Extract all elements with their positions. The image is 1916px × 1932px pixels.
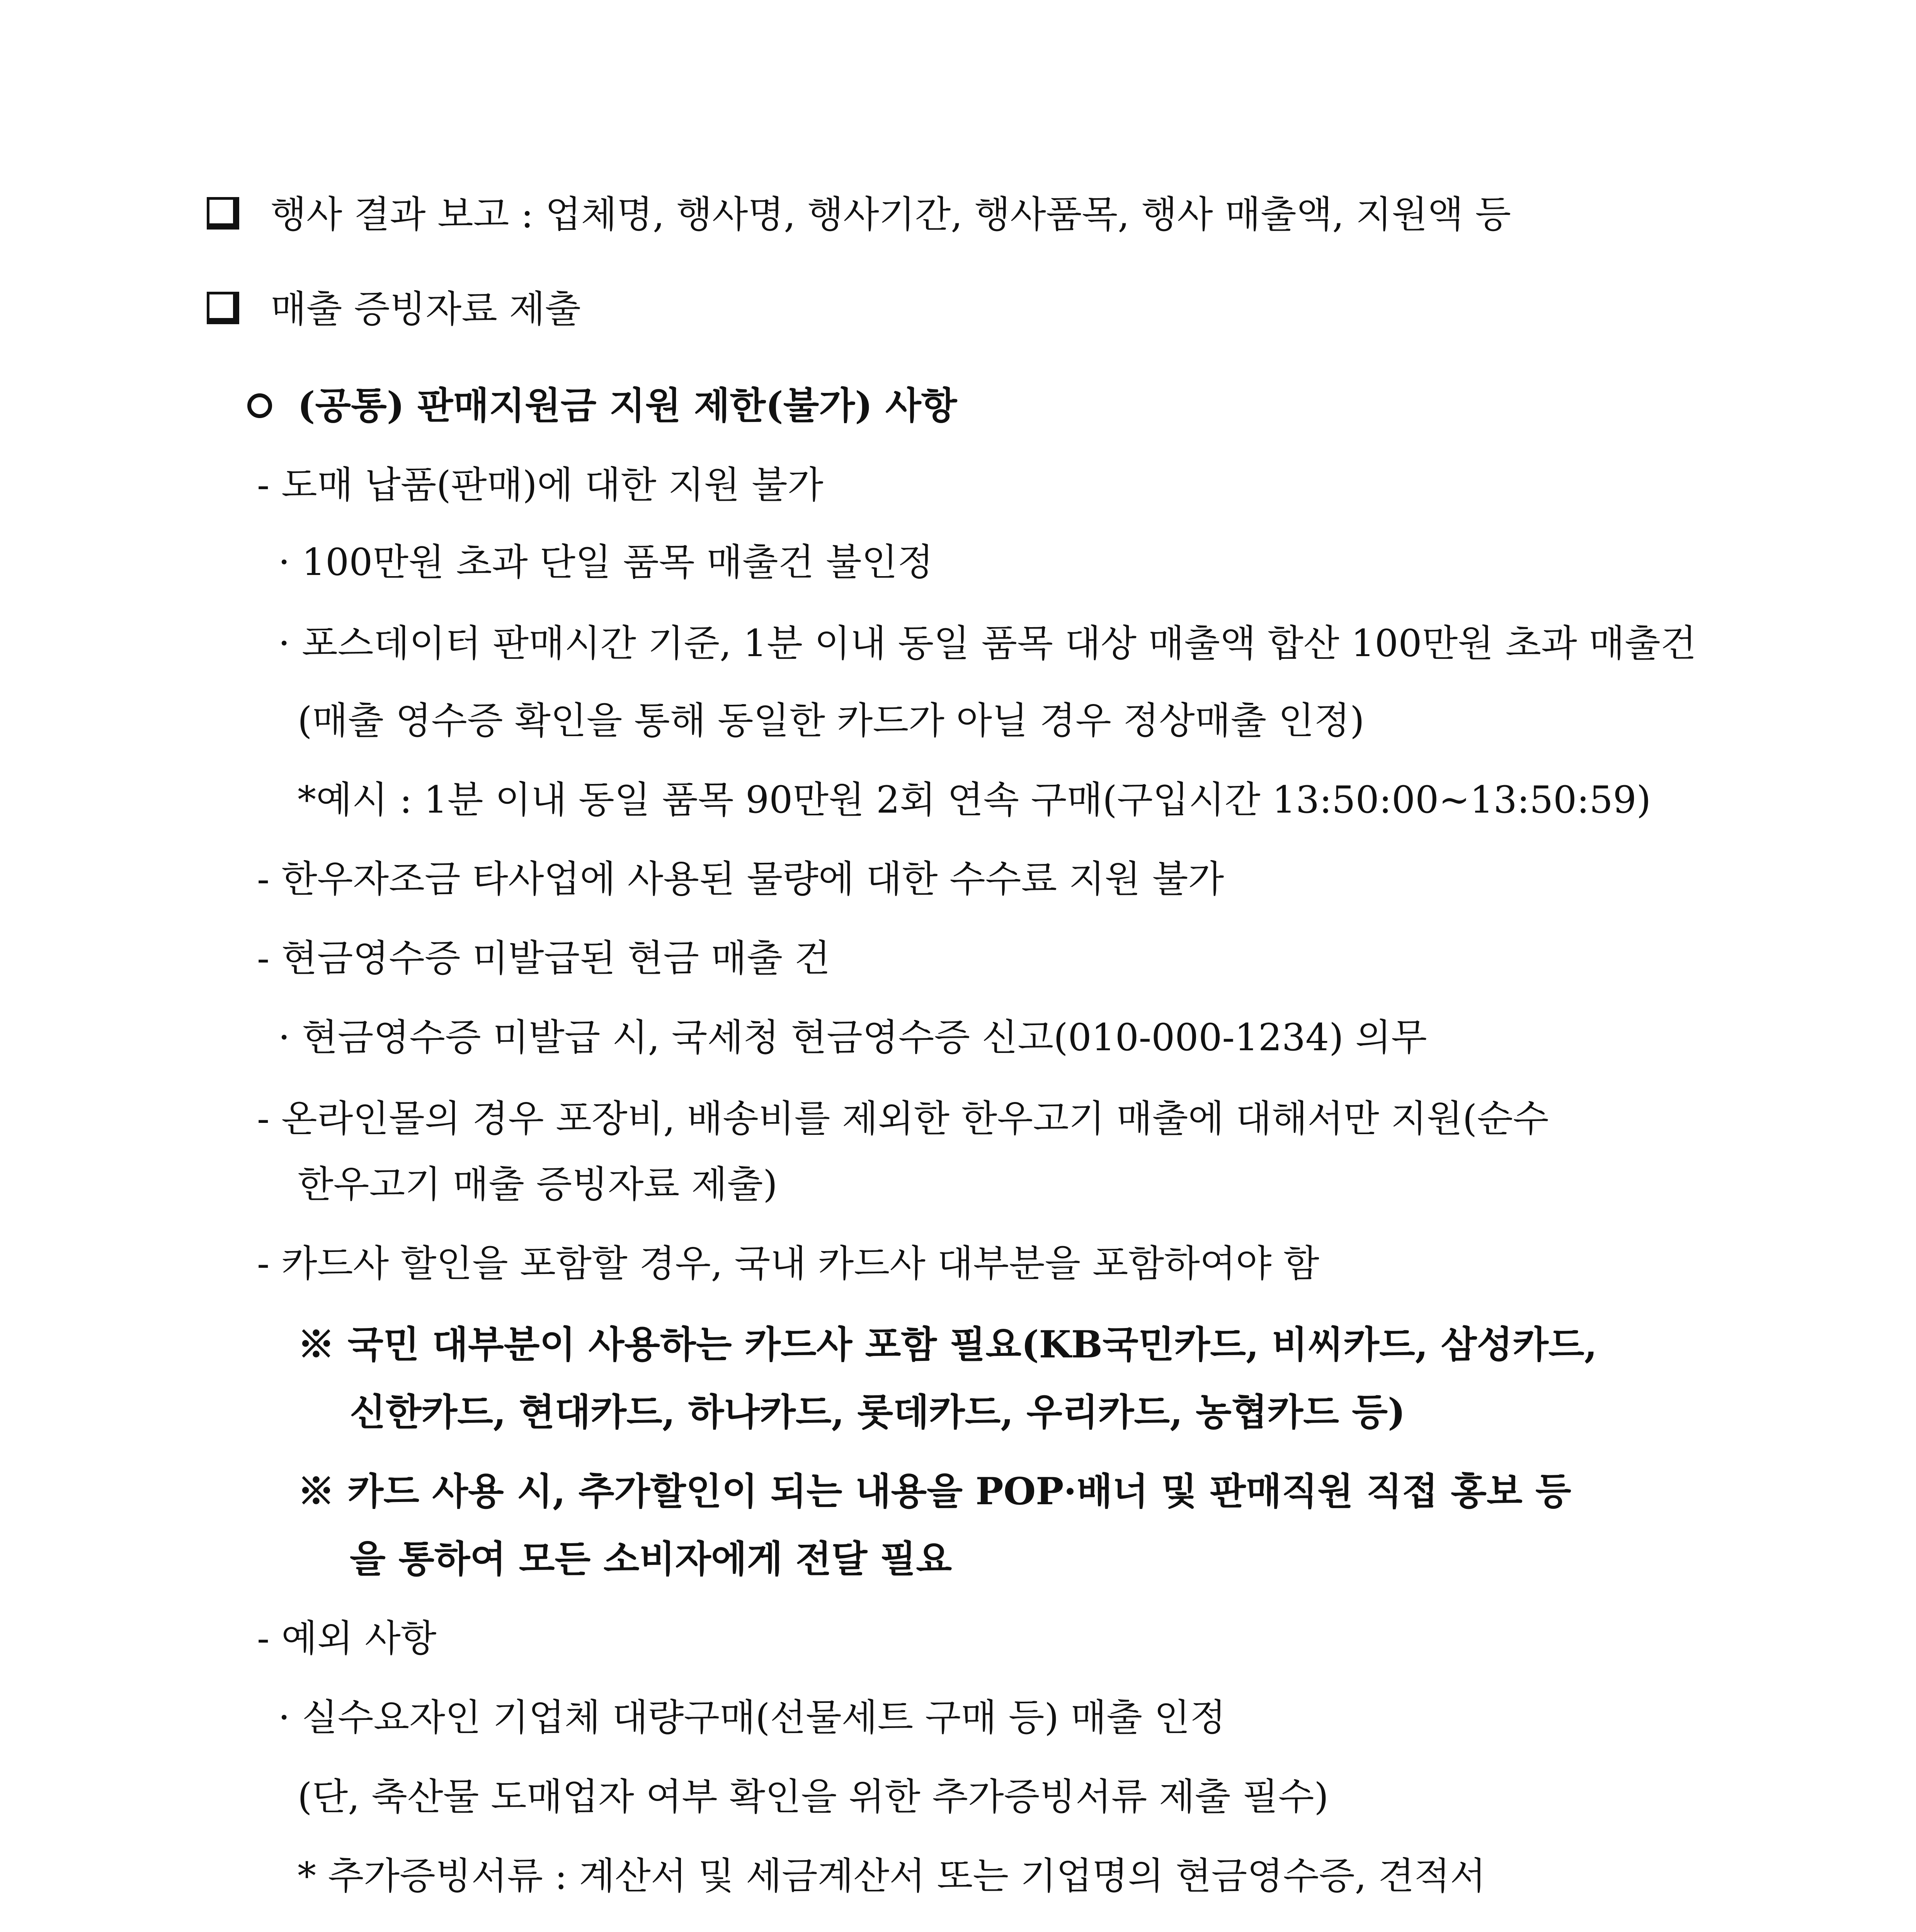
note-item: 을 통하여 모든 소비자에게 전달 필요 xyxy=(350,1537,952,1581)
list-item: · 현금영수증 미발급 시, 국세청 현금영수증 신고(010-000-1234) 의무 xyxy=(278,1016,1427,1059)
note-item: ※ 국민 대부분이 사용하는 카드사 포함 필요(KB국민카드, 비씨카드, 삼성카드, xyxy=(298,1323,1597,1366)
list-item: - 온라인몰의 경우 포장비, 배송비를 제외한 한우고기 매출에 대해서만 지원(순수 xyxy=(257,1097,1549,1140)
list-item: · 실수요자인 기업체 대량구매(선물세트 구매 등) 매출 인정 xyxy=(278,1696,1226,1739)
list-item: * 추가증빙서류 : 계산서 및 세금계산서 또는 기업명의 현금영수증, 견적서 xyxy=(298,1854,1486,1898)
list-item: (매출 영수증 확인을 통해 동일한 카드가 아닐 경우 정상매출 인정) xyxy=(298,699,1365,742)
list-item: 한우고기 매출 증빙자료 제출) xyxy=(298,1163,778,1206)
note-item: 신한카드, 현대카드, 하나카드, 롯데카드, 우리카드, 농협카드 등) xyxy=(350,1390,1406,1434)
checkbox-square-icon xyxy=(207,197,239,230)
list-item: - 예외 사항 xyxy=(257,1617,437,1660)
list-item: (단, 축산물 도매업자 여부 확인을 위한 추가증빙서류 제출 필수) xyxy=(298,1775,1329,1818)
list-item: - 현금영수증 미발급된 현금 매출 건 xyxy=(257,937,830,980)
list-item: - 도매 납품(판매)에 대한 지원 불가 xyxy=(257,463,824,507)
list-item: *예시 : 1분 이내 동일 품목 90만원 2회 연속 구매(구입시간 13:50:00~13:50:59) xyxy=(298,778,1651,821)
section-heading-evidence: 매출 증빙자료 제출 xyxy=(271,287,581,331)
list-item: - 카드사 할인을 포함할 경우, 국내 카드사 대부분을 포함하여야 함 xyxy=(257,1242,1319,1285)
list-item: · 100만원 초과 단일 품목 매출건 불인정 xyxy=(278,541,934,584)
section-heading-report: 행사 결과 보고 : 업체명, 행사명, 행사기간, 행사품목, 행사 매출액, 지원액 등 xyxy=(271,193,1511,236)
subheading-common-restrictions: (공통) 판매지원금 지원 제한(불가) 사항 xyxy=(298,384,957,427)
circle-bullet-icon xyxy=(247,393,272,418)
note-item: ※ 카드 사용 시, 추가할인이 되는 내용을 POP·배너 및 판매직원 직접 홍보 등 xyxy=(298,1469,1571,1513)
checkbox-square-icon xyxy=(207,292,239,324)
list-item: · 포스데이터 판매시간 기준, 1분 이내 동일 품목 대상 매출액 합산 100만원 초과 매출건 xyxy=(278,622,1696,665)
list-item: - 한우자조금 타사업에 사용된 물량에 대한 수수료 지원 불가 xyxy=(257,857,1224,901)
